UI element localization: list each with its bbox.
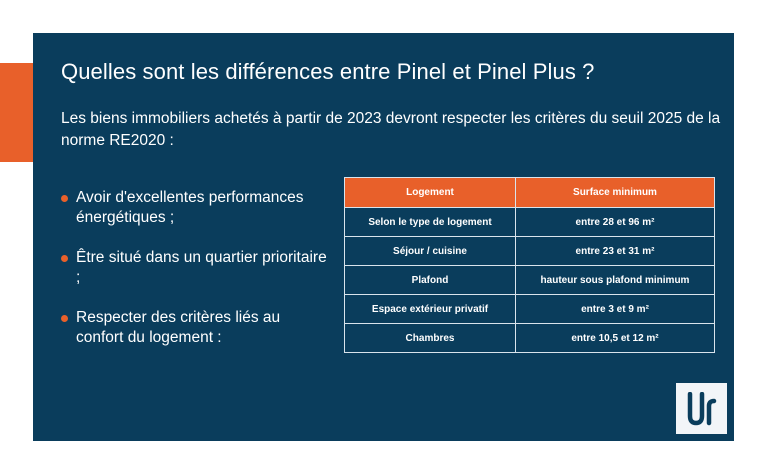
cell-logement: Séjour / cuisine [345,237,516,266]
bullet-dot-icon [61,195,68,202]
cell-logement: Chambres [345,324,516,353]
list-item [61,188,331,228]
table-row [345,324,715,353]
table-header-row [345,178,715,208]
cell-logement: Selon le type de logement [345,208,516,237]
cell-logement: Plafond [345,266,516,295]
list-item-text: Être situé dans un quartier prioritaire ; [76,249,327,286]
table-row [345,295,715,324]
brand-logo [676,383,727,434]
brand-logo-icon [687,392,717,426]
bullet-dot-icon [61,315,68,322]
list-item-text: Respecter des critères liés au confort du logement : [76,309,281,346]
table-row [345,266,715,295]
column-header-surface: Surface minimum [516,178,715,208]
cell-surface: hauteur sous plafond minimum [516,266,715,295]
intro-paragraph: Les biens immobiliers achetés à partir de 2023 devront respecter les critères du seuil 2025 de la norme RE2020 : [61,110,721,149]
bullet-dot-icon [61,255,68,262]
list-item-text: Avoir d'excellentes performances énergétiques ; [76,189,304,226]
table-row [345,237,715,266]
content-panel [33,33,734,441]
slide-title: Quelles sont les différences entre Pinel et Pinel Plus ? [61,59,595,84]
surface-table [344,177,714,353]
list-item [61,308,331,348]
cell-surface: entre 23 et 31 m² [516,237,715,266]
column-header-logement: Logement [345,178,516,208]
table-row [345,208,715,237]
cell-surface: entre 3 et 9 m² [516,295,715,324]
cell-surface: entre 10,5 et 12 m² [516,324,715,353]
cell-surface: entre 28 et 96 m² [516,208,715,237]
criteria-list [61,188,331,368]
list-item [61,248,331,288]
cell-logement: Espace extérieur privatif [345,295,516,324]
decorative-orange-bar [0,63,33,162]
